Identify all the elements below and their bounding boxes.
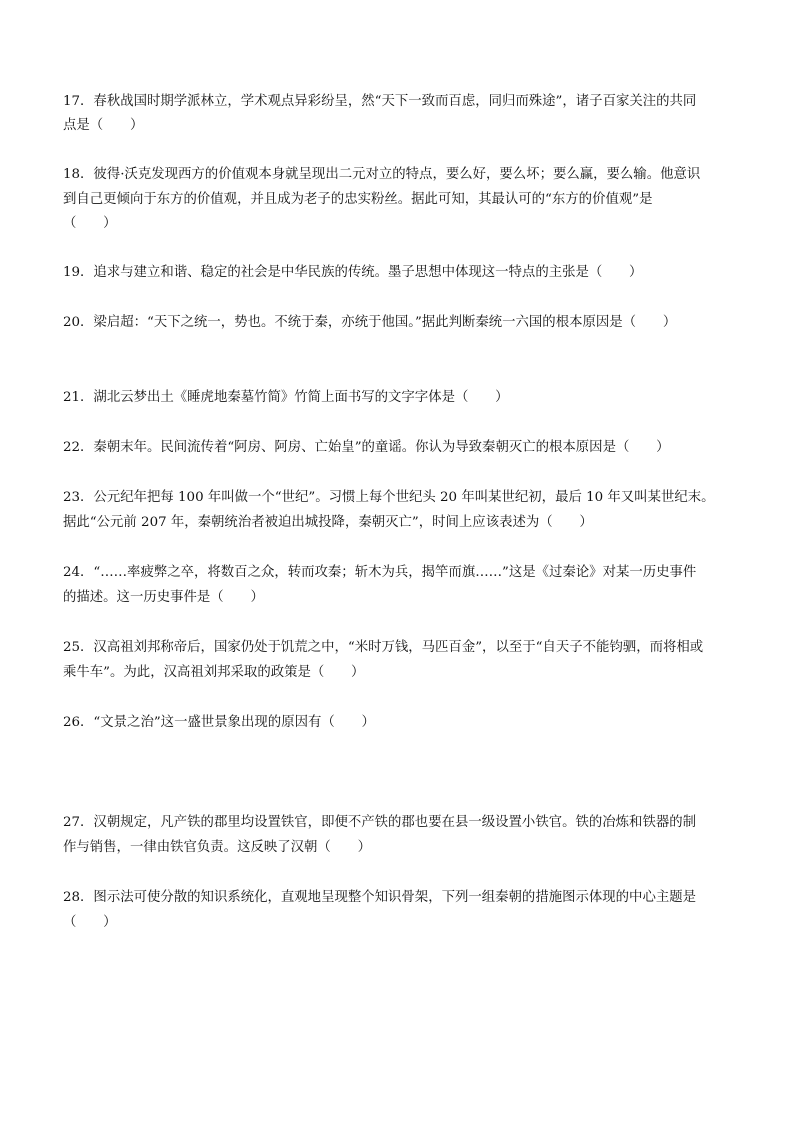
question-24-stem-line-2: 的描述。这一历史事件是（ ） [63,590,264,605]
question-17-stem-line-2: 点是（ ） [63,118,144,133]
question-27-stem-line-2: 作与销售，一律由铁官负责。这反映了汉朝（ ） [63,840,371,855]
question-22-stem-line-1: 22．秦朝末年。民间流传着“阿房、阿房、亡始皇”的童谣。你认为导致秦朝灭亡的根本原因是（ ） [63,440,670,455]
question-26-stem-line-1: 26．“文景之治”这一盛世景象出现的原因有（ ） [63,715,375,730]
question-28-stem-line-2: （ ） [63,915,117,930]
question-24-stem-line-1: 24．“……率疲弊之卒，将数百之众，转而攻秦；斩木为兵，揭竿而旗……”这是《过秦论》对某一历史事件 [63,565,697,580]
question-18-stem-line-1: 18．彼得·沃克发现西方的价值观本身就呈现出二元对立的特点，要么好，要么坏；要么赢，要么输。他意识 [63,167,701,182]
question-25-stem-line-2: 乘牛车”。为此，汉高祖刘邦采取的政策是（ ） [63,665,365,680]
question-18-stem-line-3: （ ） [63,216,117,231]
question-17-stem-line-1: 17．春秋战国时期学派林立，学术观点异彩纷呈，然“天下一致而百虑，同归而殊途”，诸子百家关注的共同 [63,94,697,109]
question-20-stem-line-1: 20．梁启超：“天下之统一，势也。不统于秦，亦统于他国。”据此判断秦统一六国的根本原因是（ ） [63,315,677,330]
question-18-stem-line-2: 到自己更倾向于东方的价值观，并且成为老子的忠实粉丝。据此可知，其最认可的“东方的价值观”是 [63,192,653,207]
question-25-stem-line-1: 25．汉高祖刘邦称帝后，国家仍处于饥荒之中，“米时万钱，马匹百金”，以至于“自天子不能钧驷，而将相或 [63,640,704,655]
question-28-stem-line-1: 28．图示法可使分散的知识系统化，直观地呈现整个知识骨架，下列一组秦朝的措施图示体现的中心主题是 [63,890,697,905]
question-19-stem-line-1: 19．追求与建立和谐、稳定的社会是中华民族的传统。墨子思想中体现这一特点的主张是（ ） [63,265,643,280]
question-21-stem-line-1: 21．湖北云梦出土《睡虎地秦墓竹简》竹简上面书写的文字字体是（ ） [63,390,509,405]
question-27-stem-line-1: 27．汉朝规定，凡产铁的郡里均设置铁官，即便不产铁的郡也要在县一级设置小铁官。铁的冶炼和铁器的制 [63,815,697,830]
question-23-stem-line-2: 据此“公元前 207 年，秦朝统治者被迫出城投降，秦朝灭亡”，时间上应该表述为（ ） [63,515,593,530]
question-23-stem-line-1: 23．公元纪年把每 100 年叫做一个“世纪”。习惯上每个世纪头 20 年叫某世纪初，最后 10 年又叫某世纪末。 [63,490,715,505]
